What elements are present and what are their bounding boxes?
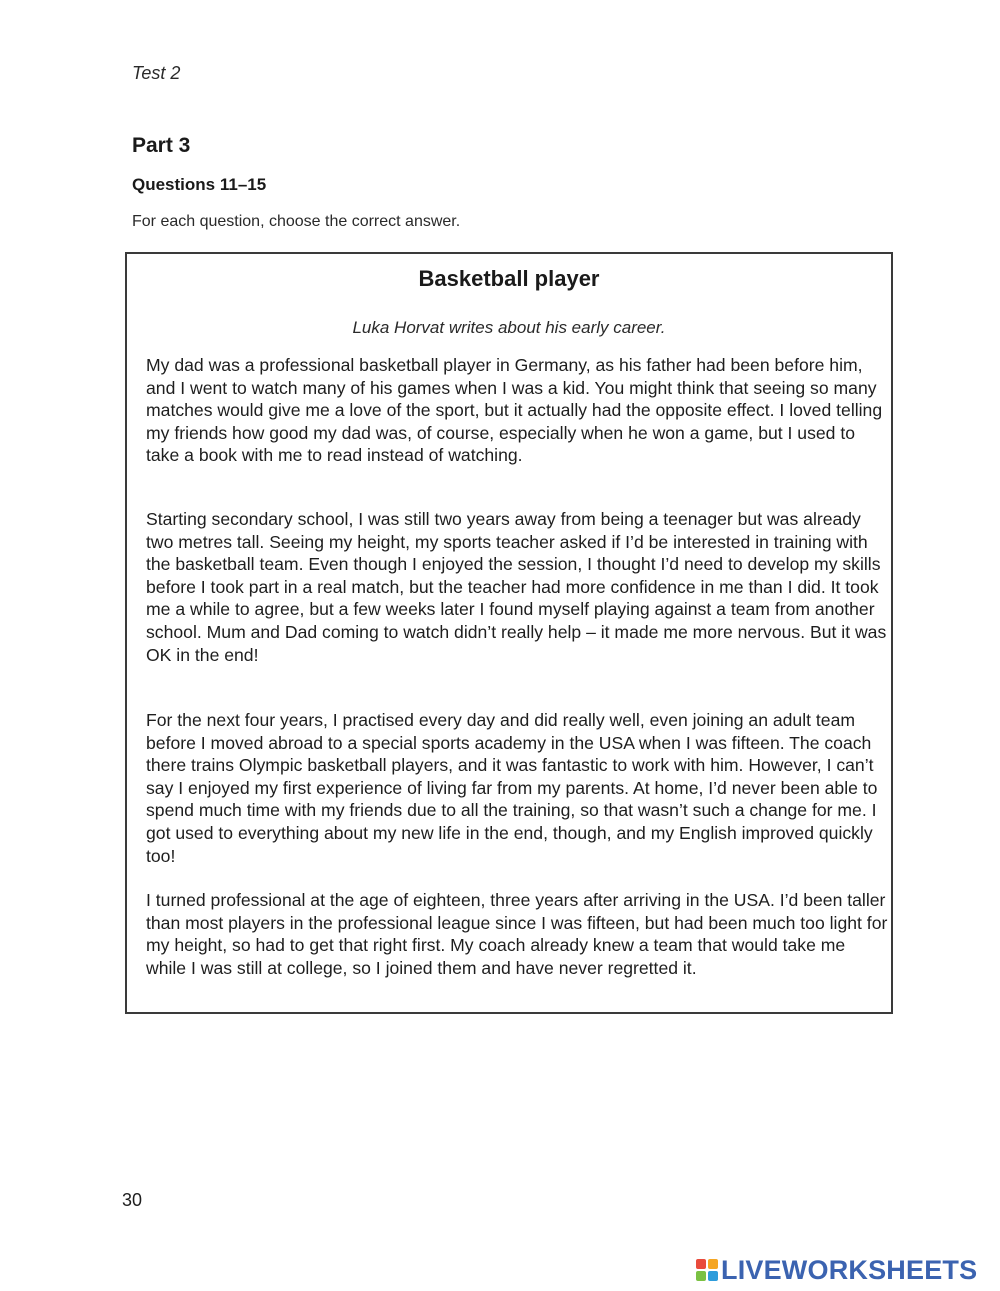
page-number: 30 [122, 1190, 143, 1210]
article-title: Basketball player [418, 266, 600, 291]
logo-text: LIVEWORKSHEETS [721, 1254, 978, 1285]
article-paragraph-2: Starting secondary school, I was still two years away from being a teenager but was already two metres tall. Seeing my height, my sports teacher asked if I’d be interested in training with the basketball team. Even though I enjoyed the session, I thought I’d need to develop my skills before I took part in a real match, but the teacher had more confidence in me than I did. It took me a while to agree, but a few weeks later I found myself playing against a team from another school. Mum and Dad coming to watch didn’t really help – it made me more nervous. But it was OK in the end! [146, 509, 887, 665]
liveworksheets-logo [696, 1255, 977, 1285]
article-subtitle: Luka Horvat writes about his early career. [352, 318, 666, 337]
instruction-text: For each question, choose the correct answer. [132, 213, 461, 230]
reading-text-box [125, 252, 893, 1014]
logo-square-4 [708, 1271, 718, 1281]
questions-range: Questions 11–15 [132, 175, 267, 194]
logo-square-2 [708, 1259, 718, 1269]
logo-square-3 [696, 1271, 706, 1281]
logo-square-1 [696, 1259, 706, 1269]
article-paragraph-3: For the next four years, I practised every day and did really well, even joining an adult team before I moved abroad to a special sports academy in the USA when I was fifteen. The coach there trains Olympic basketball players, and it was fantastic to work with him. However, I can’t say I enjoyed my first experience of living far from my parents. At home, I’d never been able to spend much time with my friends due to all the training, so that wasn’t such a change for me. I got used to everything about my new life in the end, though, and my English improved quickly too! [146, 710, 878, 866]
liveworksheets-logo-icon [696, 1259, 718, 1281]
article-paragraph-1: My dad was a professional basketball player in Germany, as his father had been before him, and I went to watch many of his games when I was a kid. You might think that seeing so many matches would give me a love of the sport, but it actually had the opposite effect. I loved telling my friends how good my dad was, of course, especially when he won a game, but I used to take a book with me to read instead of watching. [146, 355, 883, 466]
part-title: Part 3 [132, 134, 191, 157]
test-label: Test 2 [132, 63, 181, 83]
article-paragraph-4: I turned professional at the age of eighteen, three years after arriving in the USA. I’d been taller than most players in the professional league since I was fifteen, but had been much too light for my height, so had to get that right first. My coach already knew a team that would take me while I was still at college, so I joined them and have never regretted it. [146, 890, 888, 978]
